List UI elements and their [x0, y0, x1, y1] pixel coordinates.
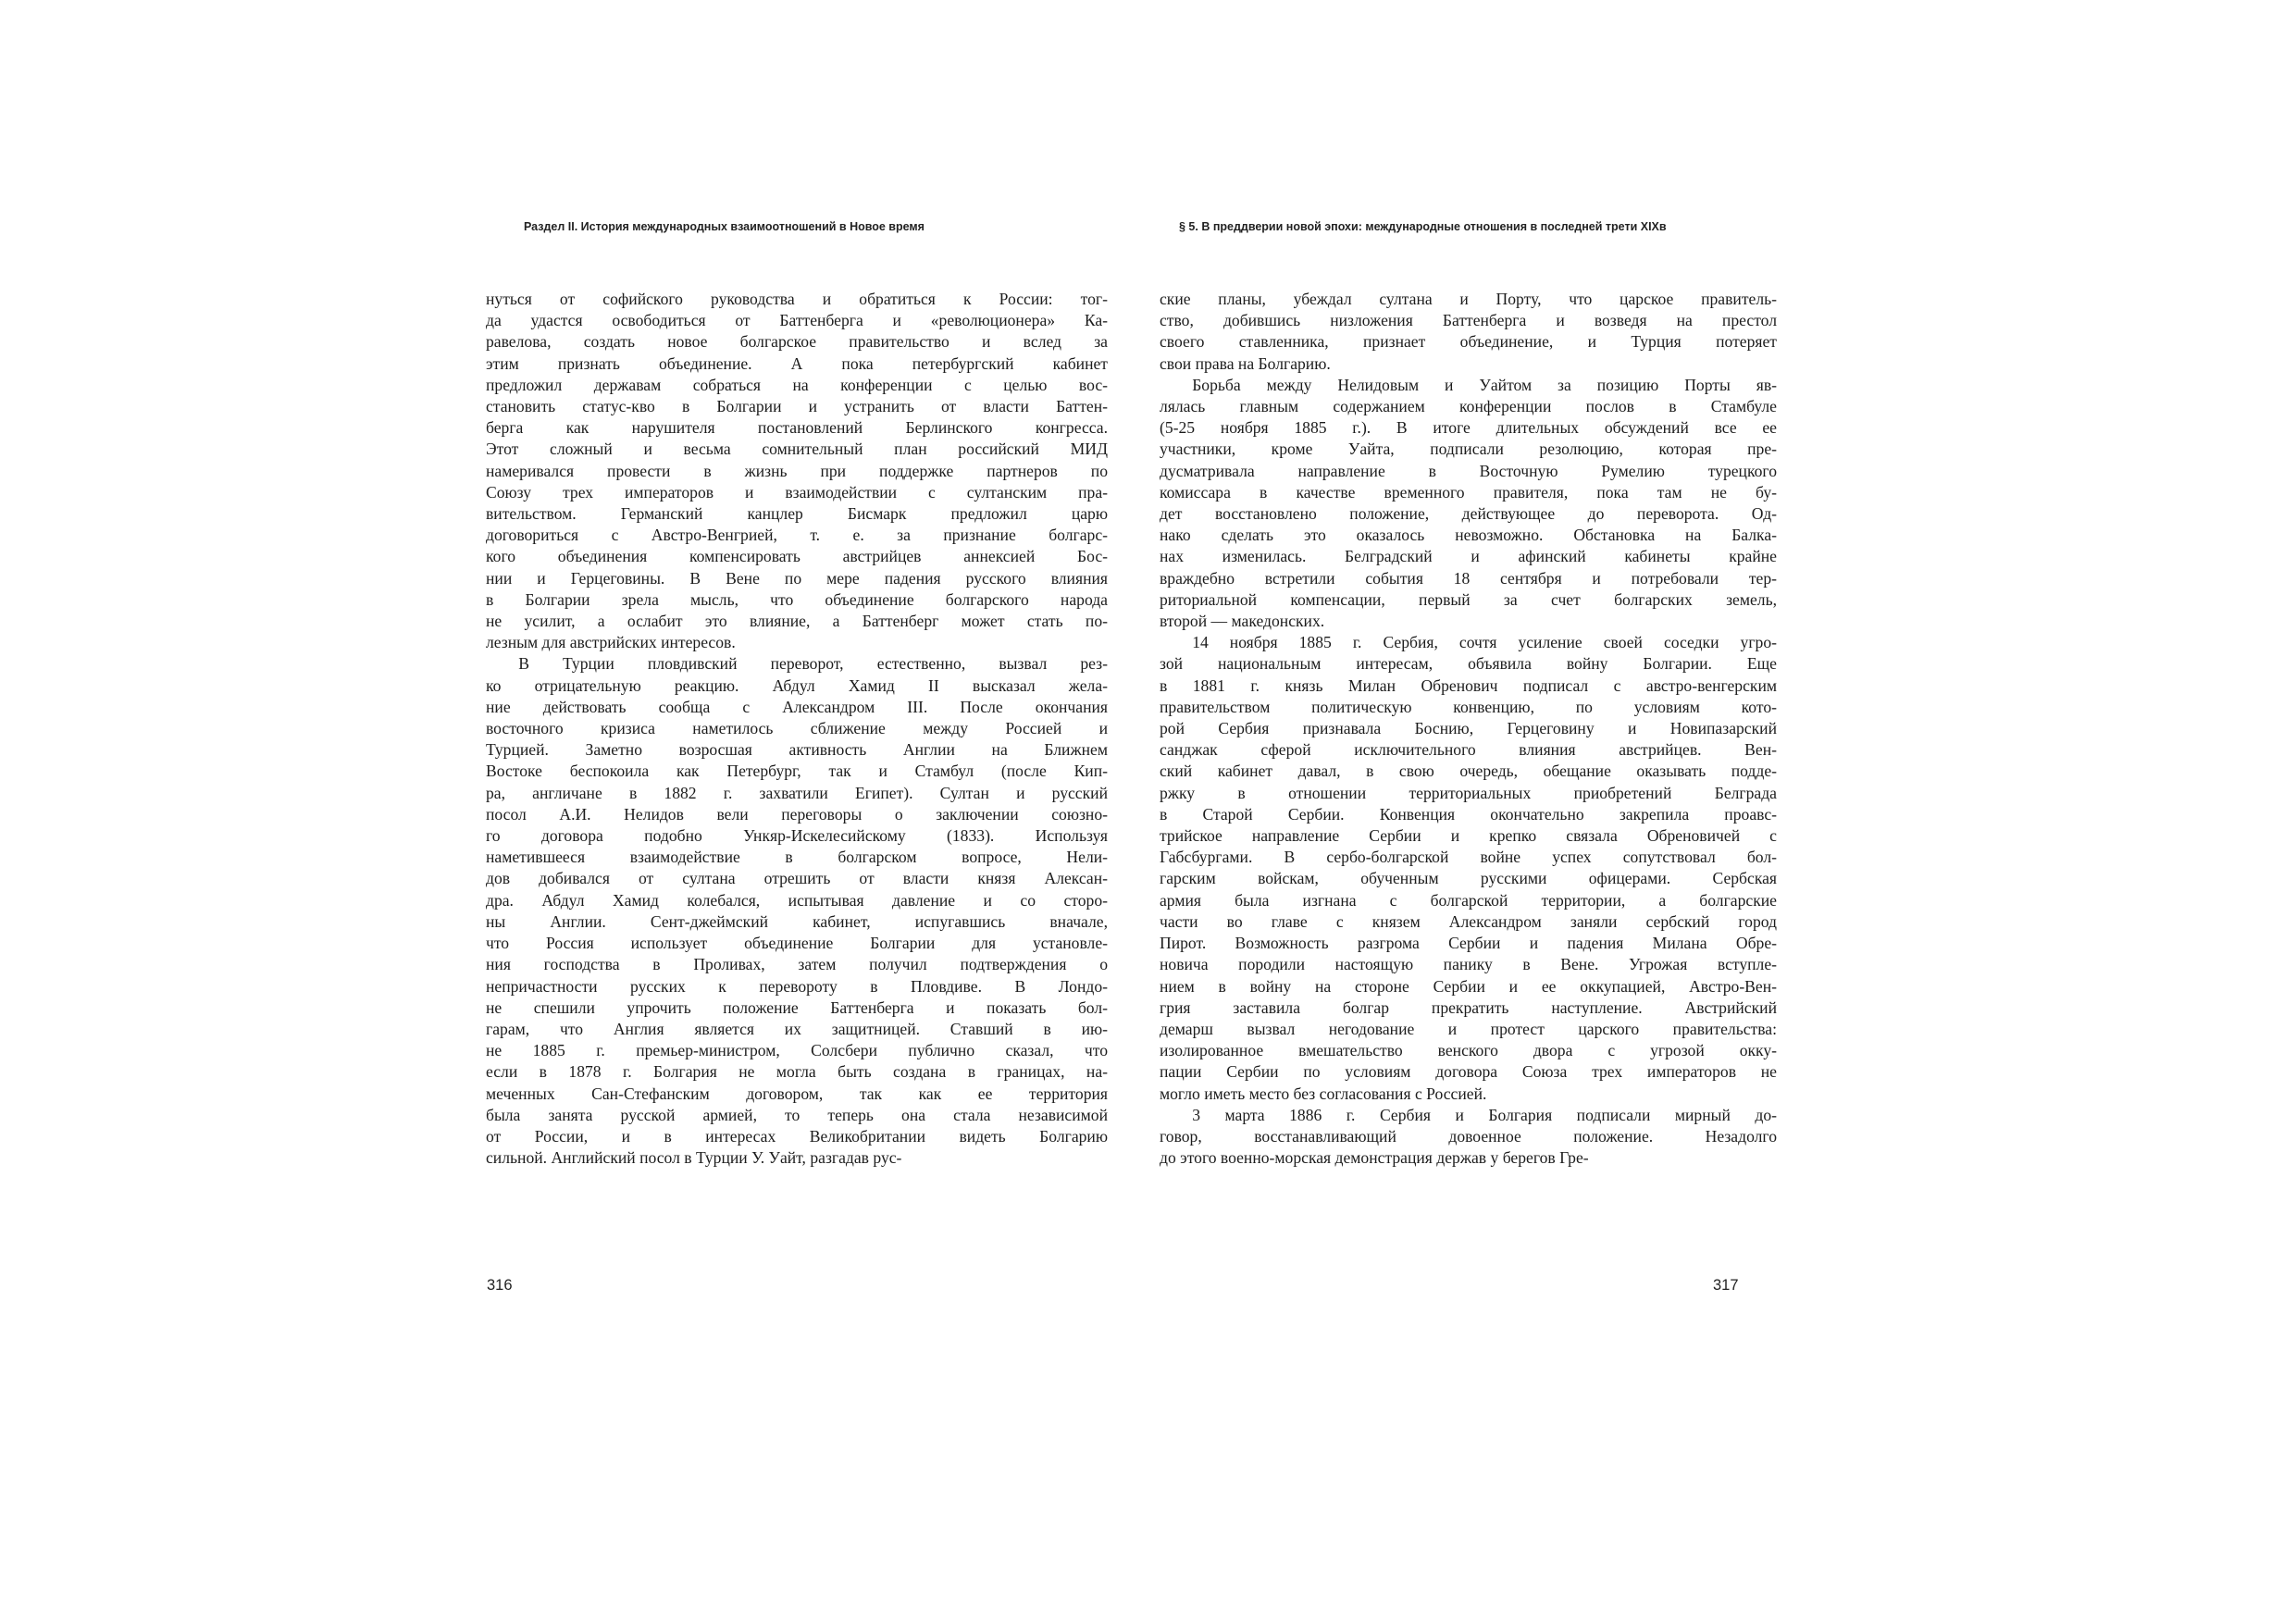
- text-line: предложил державам собраться на конференции с целью вос-: [486, 375, 1108, 394]
- text-line: да удастся освободиться от Баттенберга и «революционера» Ка-: [486, 311, 1108, 330]
- text-line: ко отрицательную реакцию. Абдул Хамид II высказал жела-: [486, 675, 1108, 695]
- text-line: рой Сербия признавала Боснию, Герцеговину и Новипазарский: [1160, 719, 1777, 738]
- text-line: враждебно встретили события 18 сентября и потребовали тер-: [1160, 568, 1777, 588]
- text-line: демарш вызвал негодование и протест царского правительства:: [1160, 1019, 1777, 1038]
- text-line: договориться с Австро-Венгрией, т. е. за признание болгарс-: [486, 526, 1108, 545]
- text-line: была занята русской армией, то теперь она стала независимой: [486, 1105, 1108, 1124]
- text-line: 3 марта 1886 г. Сербия и Болгария подписали мирный до-: [1192, 1105, 1777, 1124]
- paragraph: [486, 653, 1108, 1169]
- text-line: риториальной компенсации, первый за счет болгарских земель,: [1160, 589, 1777, 609]
- text-line: посол А.И. Нелидов вели переговоры о заключении союзно-: [486, 804, 1108, 824]
- text-line: ния господства в Проливах, затем получил подтверждения о: [486, 955, 1108, 974]
- text-line: правительством политическую конвенцию, по условиям кото-: [1160, 697, 1777, 716]
- text-line: изолированное вмешательство венского двора с угрозой окку-: [1160, 1041, 1777, 1060]
- text-line: Этот сложный и весьма сомнительный план российский МИД: [486, 440, 1108, 459]
- text-line: участники, кроме Уайта, подписали резолюцию, которая пре-: [1160, 440, 1777, 459]
- text-line: что Россия использует объединение Болгарии для установле-: [486, 934, 1108, 953]
- text-line: ство, добившись низложения Баттенберга и возведя на престол: [1160, 311, 1777, 330]
- text-line: (5-25 ноября 1885 г.). В итоге длительных обсуждений все ее: [1160, 418, 1777, 438]
- text-line: этим признать объединение. А пока петербургский кабинет: [486, 353, 1108, 373]
- text-line: от России, и в интересах Великобритании видеть Болгарию: [486, 1126, 1108, 1146]
- text-line: становить статус-кво в Болгарии и устранить от власти Баттен-: [486, 397, 1108, 416]
- text-line: говор, восстанавливающий довоенное положение. Незадолго: [1160, 1126, 1777, 1146]
- running-head: § 5. В преддверии новой эпохи: международные отношения в последней трети XIXв: [1179, 220, 1667, 233]
- body-text: [486, 289, 1108, 1169]
- text-line: санджак сферой исключительного влияния австрийцев. Вен-: [1160, 740, 1777, 760]
- body-text: [1160, 289, 1777, 1169]
- text-line: Пирот. Возможность разгрома Сербии и падения Милана Обре-: [1160, 934, 1777, 953]
- text-line: дет восстановлено положение, действующее до переворота. Од-: [1160, 504, 1777, 524]
- text-line: восточного кризиса наметилось сближение между Россией и: [486, 719, 1108, 738]
- text-line: ржку в отношении территориальных приобретений Белграда: [1160, 783, 1777, 802]
- text-line: лезным для австрийских интересов.: [486, 633, 736, 652]
- text-line: если в 1878 г. Болгария не могла быть создана в границах, на-: [486, 1062, 1108, 1082]
- paragraph: [1160, 289, 1777, 375]
- text-line: новича породили настоящую панику в Вене. Угрожая вступле-: [1160, 955, 1777, 974]
- text-line: нием в войну на стороне Сербии и ее оккупацией, Австро-Вен-: [1160, 976, 1777, 996]
- text-line: ский кабинет давал, в свою очередь, обещание оказывать подде-: [1160, 762, 1777, 781]
- text-line: до этого военно-морская демонстрация держав у берегов Гре-: [1160, 1148, 1589, 1168]
- text-line: грия заставила болгар прекратить наступление. Австрийский: [1160, 997, 1777, 1017]
- text-line: кого объединения компенсировать австрийцев аннексией Бос-: [486, 547, 1108, 566]
- text-line: комиссара в качестве временного правителя, пока там не бу-: [1160, 482, 1777, 502]
- text-line: зой национальным интересам, объявила войну Болгарии. Еще: [1160, 654, 1777, 674]
- text-line: в Старой Сербии. Конвенция окончательно закрепила проавс-: [1160, 804, 1777, 824]
- running-head: Раздел II. История международных взаимоотношений в Новое время: [524, 220, 925, 233]
- text-line: берга как нарушителя постановлений Берлинского конгресса.: [486, 418, 1108, 438]
- text-line: Габсбургами. В сербо-болгарской войне успех сопутствовал бол-: [1160, 848, 1777, 867]
- text-line: второй — македонских.: [1160, 612, 1325, 631]
- text-line: дра. Абдул Хамид колебался, испытывая давление и со сторо-: [486, 890, 1108, 910]
- paragraph: [1160, 632, 1777, 1104]
- text-line: Союзу трех императоров и взаимодействии с султанским пра-: [486, 482, 1108, 502]
- text-line: могло иметь место без согласования с Россией.: [1160, 1084, 1487, 1103]
- text-line: ские планы, убеждал султана и Порту, что царское правитель-: [1160, 290, 1777, 308]
- text-line: дов добивался от султана отрешить от власти князя Алексан-: [486, 869, 1108, 888]
- text-line: нуться от софийского руководства и обратиться к России: тог-: [486, 290, 1108, 308]
- page-number: 317: [1713, 1277, 1739, 1294]
- text-line: Турцией. Заметно возросшая активность Англии на Ближнем: [486, 740, 1108, 760]
- text-line: нако сделать это оказалось невозможно. Обстановка на Балка-: [1160, 526, 1777, 545]
- text-line: пации Сербии по условиям договора Союза трех императоров не: [1160, 1062, 1777, 1082]
- text-line: Борьба между Нелидовым и Уайтом за позицию Порты яв-: [1192, 375, 1777, 394]
- text-line: трийское направление Сербии и крепко связала Обреновичей с: [1160, 826, 1777, 846]
- text-line: не усилит, а ослабит это влияние, а Баттенберг может стать по-: [486, 612, 1108, 631]
- text-line: сильной. Английский посол в Турции У. Уайт, разгадав рус-: [486, 1148, 902, 1168]
- text-line: нах изменилась. Белградский и афинский кабинеты крайне: [1160, 547, 1777, 566]
- paragraph: [1160, 1105, 1777, 1170]
- text-line: намеривался провести в жизнь при поддержке партнеров по: [486, 461, 1108, 480]
- text-line: 14 ноября 1885 г. Сербия, сочтя усиление своей соседки угро-: [1192, 633, 1777, 652]
- text-line: части во главе с князем Александром заняли сербский город: [1160, 911, 1777, 931]
- text-line: гарам, что Англия является их защитницей. Ставший в ию-: [486, 1019, 1108, 1038]
- text-line: наметившееся взаимодействие в болгарском вопросе, Нели-: [486, 848, 1108, 867]
- text-line: равелова, создать новое болгарское правительство и вслед за: [486, 332, 1108, 352]
- text-line: армия была изгнана с болгарской территории, а болгарские: [1160, 890, 1777, 910]
- text-line: ны Англии. Сент-джеймский кабинет, испугавшись вначале,: [486, 911, 1108, 931]
- text-line: Востоке беспокоила как Петербург, так и Стамбул (после Кип-: [486, 762, 1108, 781]
- text-line: своего ставленника, признает объединение, и Турция потеряет: [1160, 332, 1777, 352]
- right-page: [1148, 0, 2296, 1623]
- text-line: не 1885 г. премьер-министром, Солсбери публично сказал, что: [486, 1041, 1108, 1060]
- text-line: в 1881 г. князь Милан Обренович подписал с австро-венгерским: [1160, 675, 1777, 695]
- text-line: свои права на Болгарию.: [1160, 353, 1331, 373]
- text-line: нии и Герцеговины. В Вене по мере падения русского влияния: [486, 568, 1108, 588]
- text-line: лялась главным содержанием конференции послов в Стамбуле: [1160, 397, 1777, 416]
- page-number: 316: [487, 1277, 513, 1294]
- text-line: не спешили упрочить положение Баттенберга и показать бол-: [486, 997, 1108, 1017]
- text-line: непричастности русских к перевороту в Пловдиве. В Лондо-: [486, 976, 1108, 996]
- text-line: меченных Сан-Стефанским договором, так как ее территория: [486, 1084, 1108, 1103]
- text-line: В Турции пловдивский переворот, естественно, вызвал рез-: [518, 654, 1108, 674]
- paragraph: [486, 289, 1108, 653]
- text-line: дусматривала направление в Восточную Румелию турецкого: [1160, 461, 1777, 480]
- text-line: гарским войскам, обученным русскими офицерами. Сербская: [1160, 869, 1777, 888]
- text-line: в Болгарии зрела мысль, что объединение болгарского народа: [486, 589, 1108, 609]
- text-line: ние действовать сообща с Александром III. После окончания: [486, 697, 1108, 716]
- text-line: вительством. Германский канцлер Бисмарк предложил царю: [486, 504, 1108, 524]
- paragraph: [1160, 375, 1777, 632]
- text-line: ра, англичане в 1882 г. захватили Египет). Султан и русский: [486, 783, 1108, 802]
- text-line: го договора подобно Ункяр-Искелесийскому (1833). Используя: [486, 826, 1108, 846]
